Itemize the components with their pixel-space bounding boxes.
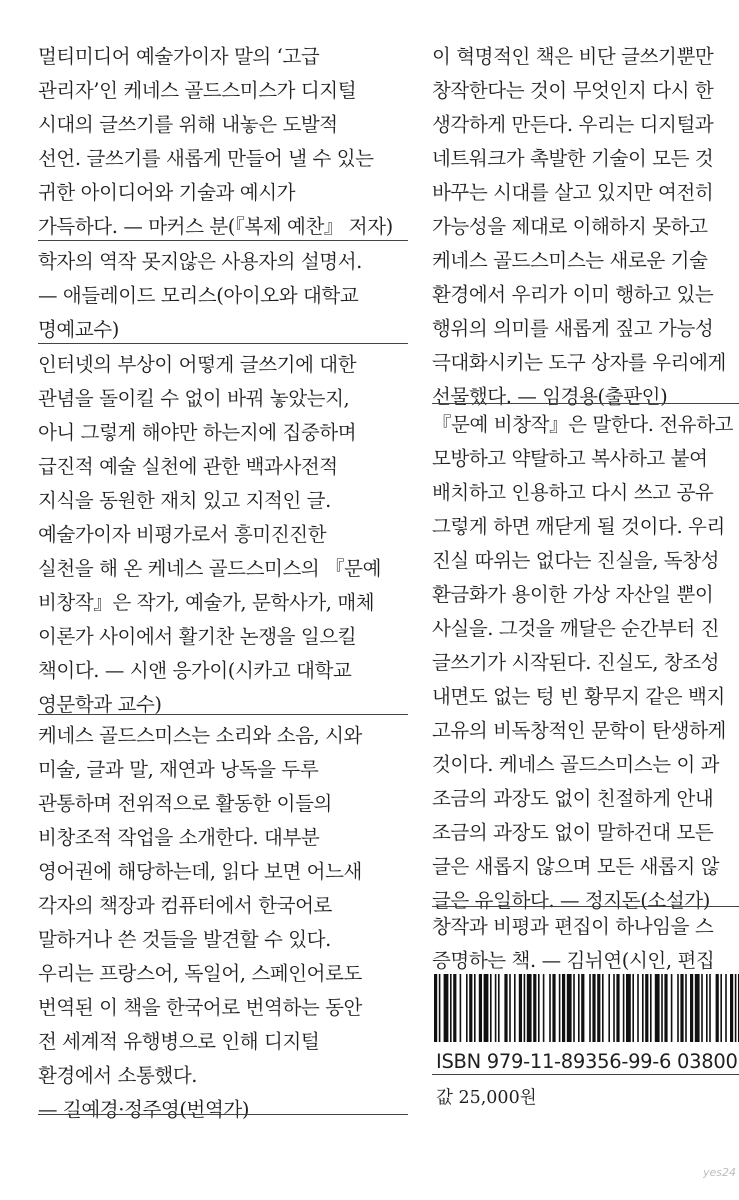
review-line: 말하거나 쓴 것들을 발견할 수 있다. (38, 928, 331, 951)
review-line: 선물했다. — 임경용(출판인) (432, 385, 668, 408)
review-line: — 애들레이드 모리스(아이오와 대학교 (38, 284, 359, 307)
review-block-2 (38, 245, 408, 347)
divider (432, 403, 739, 404)
review-line: 예술가이자 비평가로서 흥미진진한 (38, 523, 327, 546)
review-line: 내면도 없는 텅 빈 황무지 같은 백지 (432, 685, 725, 708)
review-line: 환금화가 용이한 가상 자산일 뿐이 (432, 583, 714, 606)
review-line: 창작과 비평과 편집이 하나임을 스 (432, 915, 714, 938)
review-line: 지식을 동원한 재치 있고 지적인 글. (38, 489, 331, 512)
review-line: 우리는 프랑스어, 독일어, 스페인어로도 (38, 962, 362, 985)
review-line: 글쓰기가 시작된다. 진실도, 창조성 (432, 651, 720, 674)
review-line: 배치하고 인용하고 다시 쓰고 공유 (432, 481, 714, 504)
review-line: 미술, 글과 말, 재연과 낭독을 두루 (38, 758, 319, 781)
review-line: 시대의 글쓰기를 위해 내놓은 도발적 (38, 113, 338, 136)
review-line: 환경에서 우리가 이미 행하고 있는 (432, 283, 714, 306)
review-line: 네트워크가 촉발한 기술이 모든 것 (432, 147, 714, 170)
divider (38, 1114, 408, 1115)
divider (38, 714, 408, 715)
divider (38, 240, 408, 241)
isbn-barcode (432, 974, 739, 1044)
review-line: 조금의 과장도 없이 말하건대 모든 (432, 821, 714, 844)
review-line: 책이다. — 시앤 응가이(시카고 대학교 (38, 659, 352, 682)
review-line: 관념을 돌이킬 수 없이 바꿔 놓았는지, (38, 387, 350, 410)
review-line: 가득하다. — 마커스 분(『복제 예찬』 저자) (38, 215, 393, 238)
review-line: 가능성을 제대로 이해하지 못하고 (432, 215, 708, 238)
review-block-6 (432, 408, 739, 918)
review-block-3 (38, 348, 408, 722)
review-line: 이 혁명적인 책은 비단 글쓰기뿐만 (432, 45, 714, 68)
review-line: 전 세계적 유행병으로 인해 디지털 (38, 1030, 320, 1053)
review-line: 학자의 역작 못지않은 사용자의 설명서. (38, 250, 362, 273)
review-line: 관통하며 전위적으로 활동한 이들의 (38, 792, 332, 815)
review-line: 관리자’인 케네스 골드스미스가 디지털 (38, 79, 357, 102)
review-line: 생각하게 만든다. 우리는 디지털과 (432, 113, 714, 136)
review-line: 이론가 사이에서 활기찬 논쟁을 일으킬 (38, 625, 357, 648)
review-line: 케네스 골드스미스는 소리와 소음, 시와 (38, 724, 362, 747)
divider (432, 1074, 739, 1075)
review-line: 환경에서 소통했다. (38, 1064, 198, 1087)
review-line: 진실 따위는 없다는 진실을, 독창성 (432, 549, 720, 572)
review-line: 극대화시키는 도구 상자를 우리에게 (432, 351, 726, 374)
review-line: 번역된 이 책을 한국어로 번역하는 동안 (38, 996, 362, 1019)
review-line: 글은 유일하다. — 정지돈(소설가) (432, 889, 710, 912)
review-line: 바꾸는 시대를 살고 있지만 여전히 (432, 181, 714, 204)
review-line: 행위의 의미를 새롭게 짚고 가능성 (432, 317, 714, 340)
review-line: 글은 새롭지 않으며 모든 새롭지 않 (432, 855, 720, 878)
review-line: 비창조적 작업을 소개한다. 대부분 (38, 826, 320, 849)
review-line: 『문예 비창작』은 말한다. 전유하고 (432, 413, 734, 436)
review-line: — 길예경·정주영(번역가) (38, 1098, 250, 1121)
review-line: 케네스 골드스미스는 새로운 기술 (432, 249, 708, 272)
review-line: 각자의 책장과 컴퓨터에서 한국어로 (38, 894, 332, 917)
review-block-1 (38, 40, 408, 244)
isbn-number: ISBN 979-11-89356-99-6 03800 (436, 1050, 738, 1073)
review-block-4 (38, 719, 408, 1127)
divider (38, 343, 408, 344)
review-line: 것이다. 케네스 골드스미스는 이 과 (432, 753, 720, 776)
review-line: 멀티미디어 예술가이자 말의 ‘고급 (38, 45, 320, 68)
review-line: 사실을. 그것을 깨달은 순간부터 진 (432, 617, 720, 640)
review-line: 고유의 비독창적인 문학이 탄생하게 (432, 719, 726, 742)
divider (432, 906, 739, 907)
review-line: 아니 그렇게 해야만 하는지에 집중하며 (38, 421, 357, 444)
review-line: 명예교수) (38, 318, 119, 341)
review-line: 선언. 글쓰기를 새롭게 만들어 낼 수 있는 (38, 147, 374, 170)
review-line: 인터넷의 부상이 어떻게 글쓰기에 대한 (38, 353, 357, 376)
review-line: 그렇게 하면 깨닫게 될 것이다. 우리 (432, 515, 725, 538)
review-block-5 (432, 40, 739, 414)
watermark: yes24 (703, 1166, 737, 1179)
review-line: 영문학과 교수) (38, 693, 162, 716)
review-block-7 (432, 910, 739, 978)
review-line: 창작한다는 것이 무엇인지 다시 한 (432, 79, 714, 102)
review-line: 실천을 해 온 케네스 골드스미스의 『문예 (38, 557, 382, 580)
review-line: 증명하는 책. — 김뉘연(시인, 편집 (432, 949, 715, 972)
review-line: 급진적 예술 실천에 관한 백과사전적 (38, 455, 338, 478)
review-line: 비창작』은 작가, 예술가, 문학사가, 매체 (38, 591, 375, 614)
review-line: 조금의 과장도 없이 친절하게 안내 (432, 787, 714, 810)
review-line: 영어권에 해당하는데, 읽다 보면 어느새 (38, 860, 362, 883)
price-label: 값 25,000원 (436, 1088, 537, 1108)
review-line: 모방하고 약탈하고 복사하고 붙여 (432, 447, 708, 470)
review-line: 귀한 아이디어와 기술과 예시가 (38, 181, 296, 204)
